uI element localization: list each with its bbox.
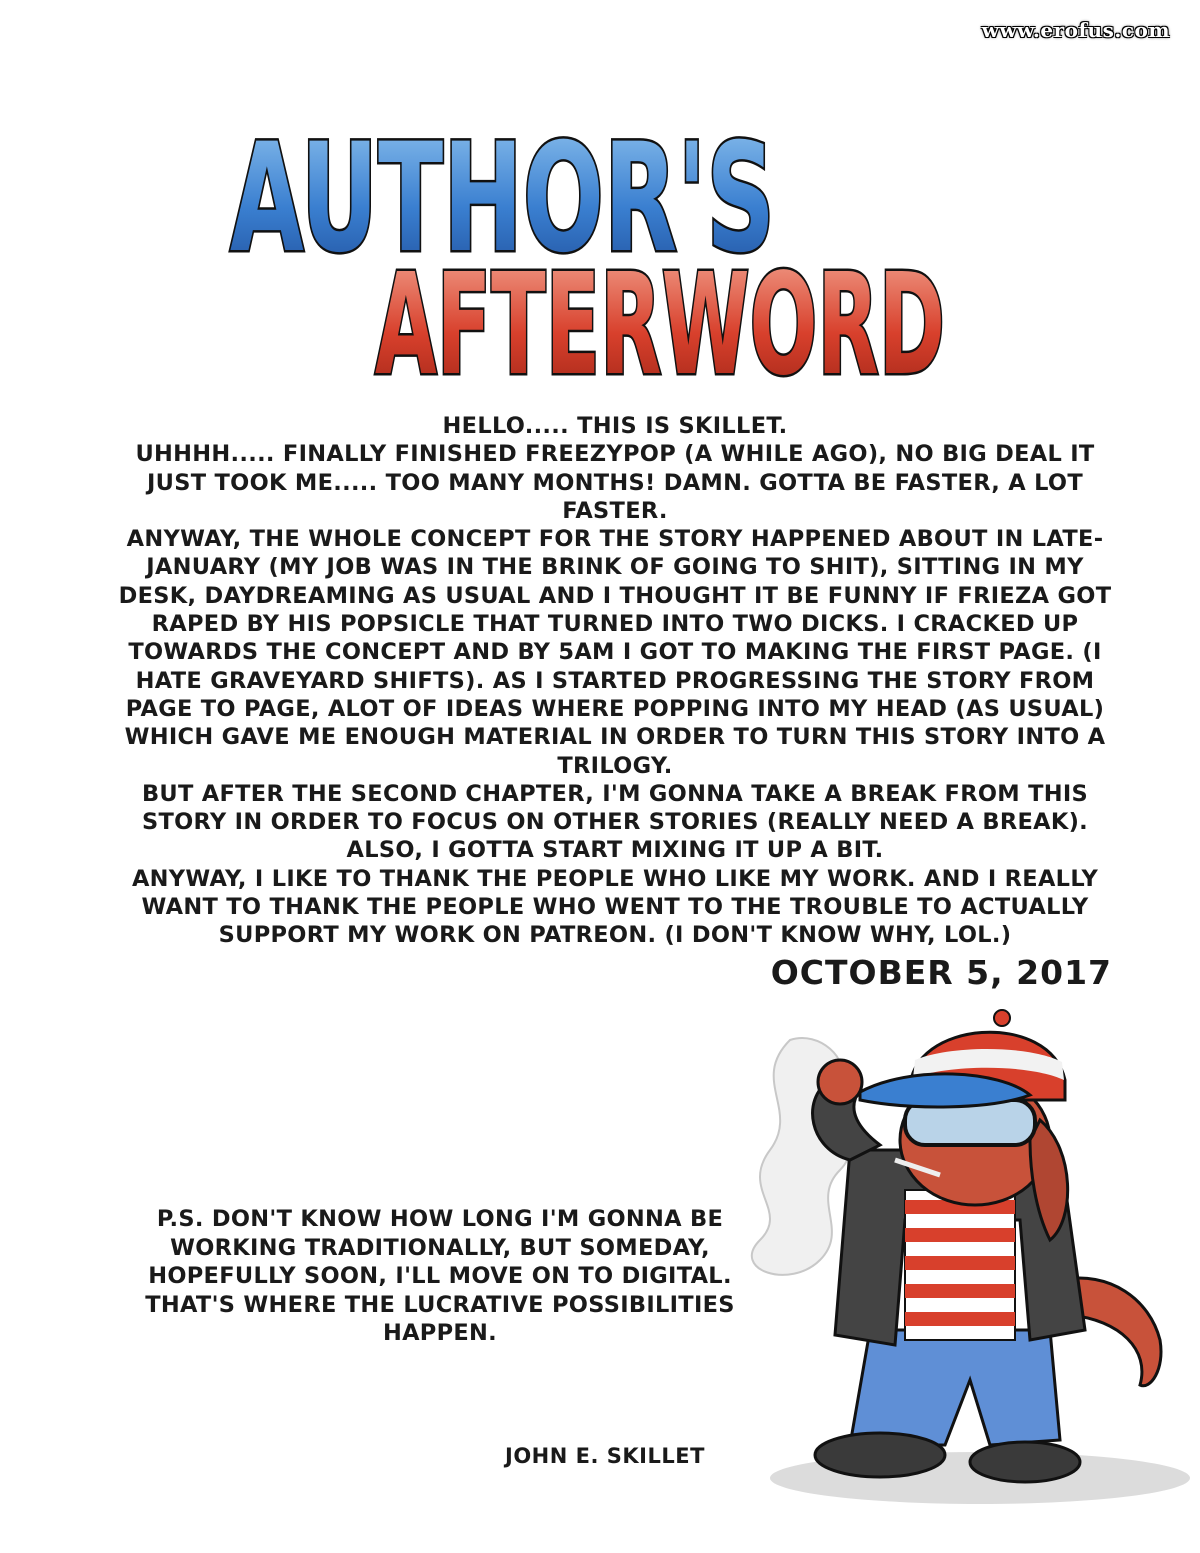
signature: JOHN E. SKILLET (505, 1444, 705, 1468)
right-shoe (970, 1442, 1080, 1482)
postscript: P.S. DON'T KNOW HOW LONG I'M GONNA BE WORKING TRADITIONALLY, BUT SOMEDAY, HOPEFULLY SOON, I'LL MOVE ON TO DIGITAL. THAT'S WHERE THE LUCRATIVE POSSIBILITIES HAPPEN. (145, 1206, 735, 1346)
date-line: OCTOBER 5, 2017 (770, 953, 1112, 992)
paragraph: UHHHH..... FINALLY FINISHED FREEZYPOP (A WHILE AGO), NO BIG DEAL IT JUST TOOK ME..... TOO MANY MONTHS! DAMN. GOTTA BE FASTER, A LOT FASTER. (135, 441, 1095, 524)
page-title (210, 55, 990, 407)
paragraph: ALSO, I GOTTA START MIXING IT UP A BIT. (346, 837, 884, 864)
paragraph: ANYWAY, I LIKE TO THANK THE PEOPLE WHO LIKE MY WORK. AND I REALLY WANT TO THANK THE PEOPLE WHO WENT TO THE TROUBLE TO ACTUALLY SUPPORT MY WORK ON PATREON. (I DON'T KNOW WHY, LOL.) (131, 865, 1099, 949)
paragraph: HELLO..... THIS IS SKILLET. (442, 413, 788, 439)
character-illustration (730, 1000, 1200, 1540)
afterword-body (115, 412, 1115, 950)
left-shoe (815, 1433, 945, 1477)
cap-button (994, 1010, 1010, 1026)
title-line-1: AUTHOR'S (230, 112, 775, 286)
watermark: www.erofus.com (981, 18, 1170, 42)
title-line-2: AFTERWORD (375, 244, 945, 407)
paragraph: BUT AFTER THE SECOND CHAPTER, I'M GONNA TAKE A BREAK FROM THIS STORY IN ORDER TO FOCUS ON OTHER STORIES (REALLY NEED A BREAK). (141, 780, 1089, 836)
hand (818, 1060, 862, 1104)
paragraph: ANYWAY, THE WHOLE CONCEPT FOR THE STORY HAPPENED ABOUT IN LATE-JANUARY (MY JOB WAS IN THE BRINK OF GOING TO SHIT), SITTING IN MY DESK, DAYDREAMING AS USUAL AND I THOUGHT IT BE FUNNY IF FRIEZA GOT RAPED BY HIS POPSICLE THAT TURNED INTO TWO DICKS. I CRACKED UP TOWARDS THE CONCEPT AND BY 5AM I GOT TO MAKING THE FIRST PAGE. (I HATE GRAVEYARD SHIFTS). AS I STARTED PROGRESSING THE STORY FROM PAGE TO PAGE, ALOT OF IDEAS WHERE POPPING INTO MY HEAD (AS USUAL) WHICH GAVE ME ENOUGH MATERIAL IN ORDER TO TURN THIS STORY INTO A TRILOGY. (118, 526, 1112, 779)
jeans (850, 1330, 1060, 1445)
